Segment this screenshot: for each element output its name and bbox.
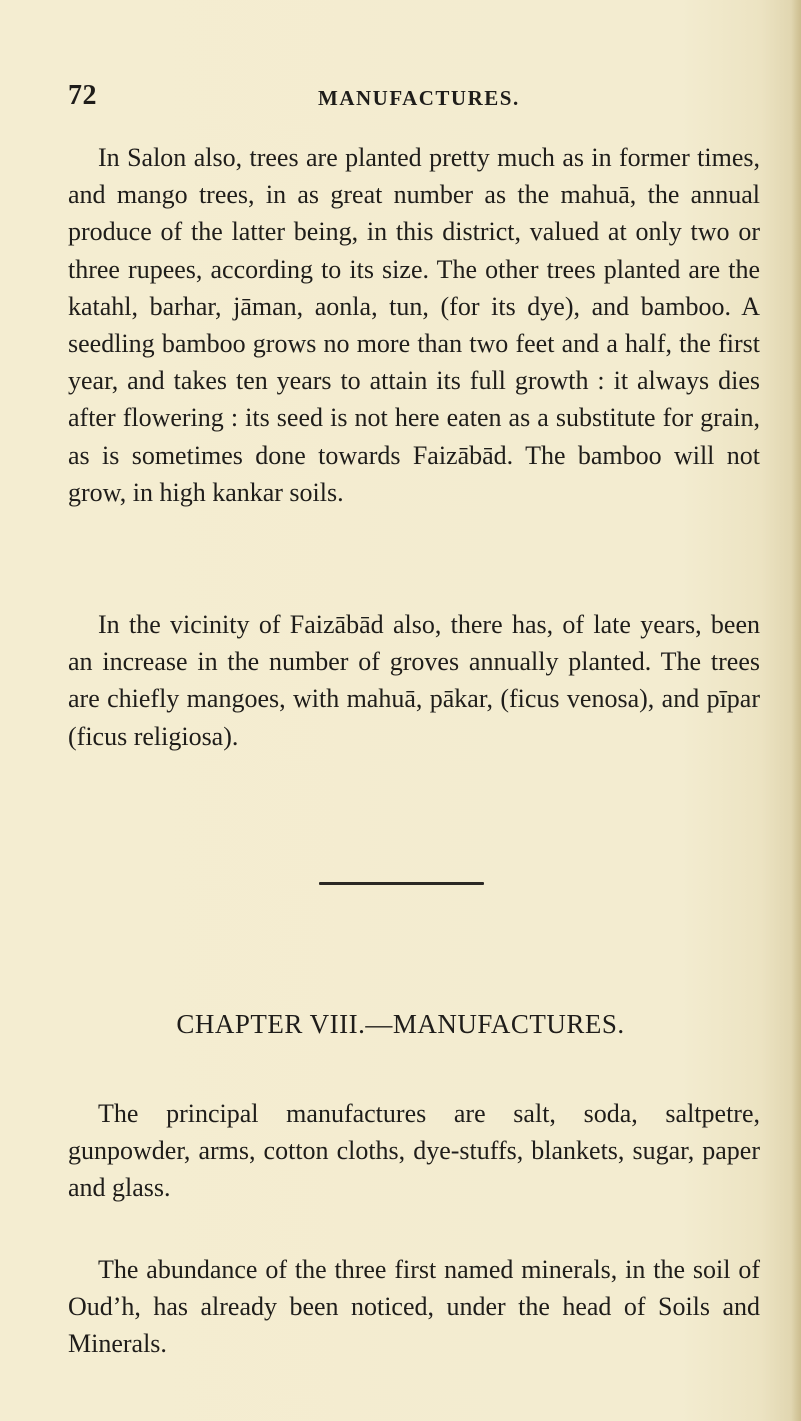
paragraph-principal-manufactures: The principal manufactures are salt, soda, saltpetre, gunpowder, arms, cotton cloths, dye-stuffs, blankets, sugar, paper and glass. <box>68 1099 760 1203</box>
paragraph-minerals: The abundance of the three first named minerals, in the soil of Oud’h, has already been noticed, under the head of Soils and Minerals. <box>68 1255 760 1359</box>
paragraph-faizabad-groves: In the vicinity of Faizābād also, there has, of late years, been an increase in the number of groves annually planted. The trees are chiefly mangoes, with mahuā, pākar, (ficus venosa), and pīpar (ficus religiosa). <box>68 610 760 751</box>
page-number: 72 <box>68 80 97 111</box>
section-divider-rule <box>319 882 484 885</box>
page-edge-shadow <box>791 0 801 1421</box>
paragraph-salon-trees: In Salon also, trees are planted pretty much as in former times, and mango trees, in as great number as the mahuā, the annual produce of the latter being, in this district, valued at only two or three rupees, according to its size. The other trees planted are the katahl, barhar, jāman, aonla, tun, (for its dye), and bamboo. A seedling bamboo grows no more than two feet and a half, the first year, and takes ten years to attain its full growth : it always dies after flowering : its seed is not here eaten as a substitute for grain, as is sometimes done towards Faizābād. The bamboo will not grow, in high kankar soils. <box>68 143 760 507</box>
chapter-heading: CHAPTER VIII.—MANUFACTURES. <box>176 1009 625 1039</box>
running-title: MANUFACTURES. <box>318 86 520 110</box>
running-head <box>68 80 758 114</box>
